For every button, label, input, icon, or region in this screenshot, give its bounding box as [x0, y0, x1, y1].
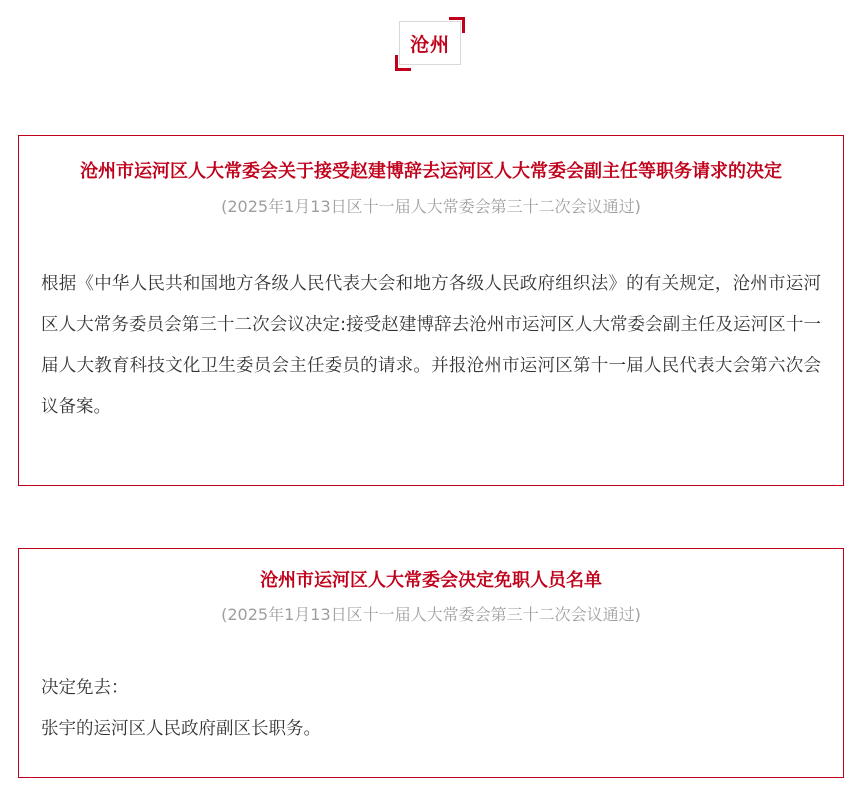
article-body [19, 264, 843, 428]
city-badge [395, 17, 467, 73]
article-title: 沧州市运河区人大常委会关于接受赵建博辞去运河区人大常委会副主任等职务请求的决定 [80, 161, 782, 182]
article-paragraph: 根据《中华人民共和国地方各级人民代表大会和地方各级人民政府组织法》的有关规定，沧州市运河区人大常务委员会第三十二次会议决定:接受赵建博辞去沧州市运河区人大常委会副主任及运河区十一届人大教育科技文化卫生委员会主任委员的请求。并报沧州市运河区第十一届人民代表大会第六次会议备案。 [41, 274, 821, 417]
decision-card-dismissal [18, 548, 844, 778]
article-paragraph: 决定免去： [41, 678, 129, 698]
article-meta: (2025年1月13日区十一届人大常委会第三十二次会议通过) [221, 197, 641, 216]
article-title: 沧州市运河区人大常委会决定免职人员名单 [260, 570, 602, 591]
article-body [19, 668, 843, 750]
article-meta: (2025年1月13日区十一届人大常委会第三十二次会议通过) [221, 605, 641, 624]
city-badge-label: 沧州 [399, 21, 461, 65]
decision-card-resignation [18, 135, 844, 486]
article-paragraph: 张宇的运河区人民政府副区长职务。 [41, 719, 321, 739]
